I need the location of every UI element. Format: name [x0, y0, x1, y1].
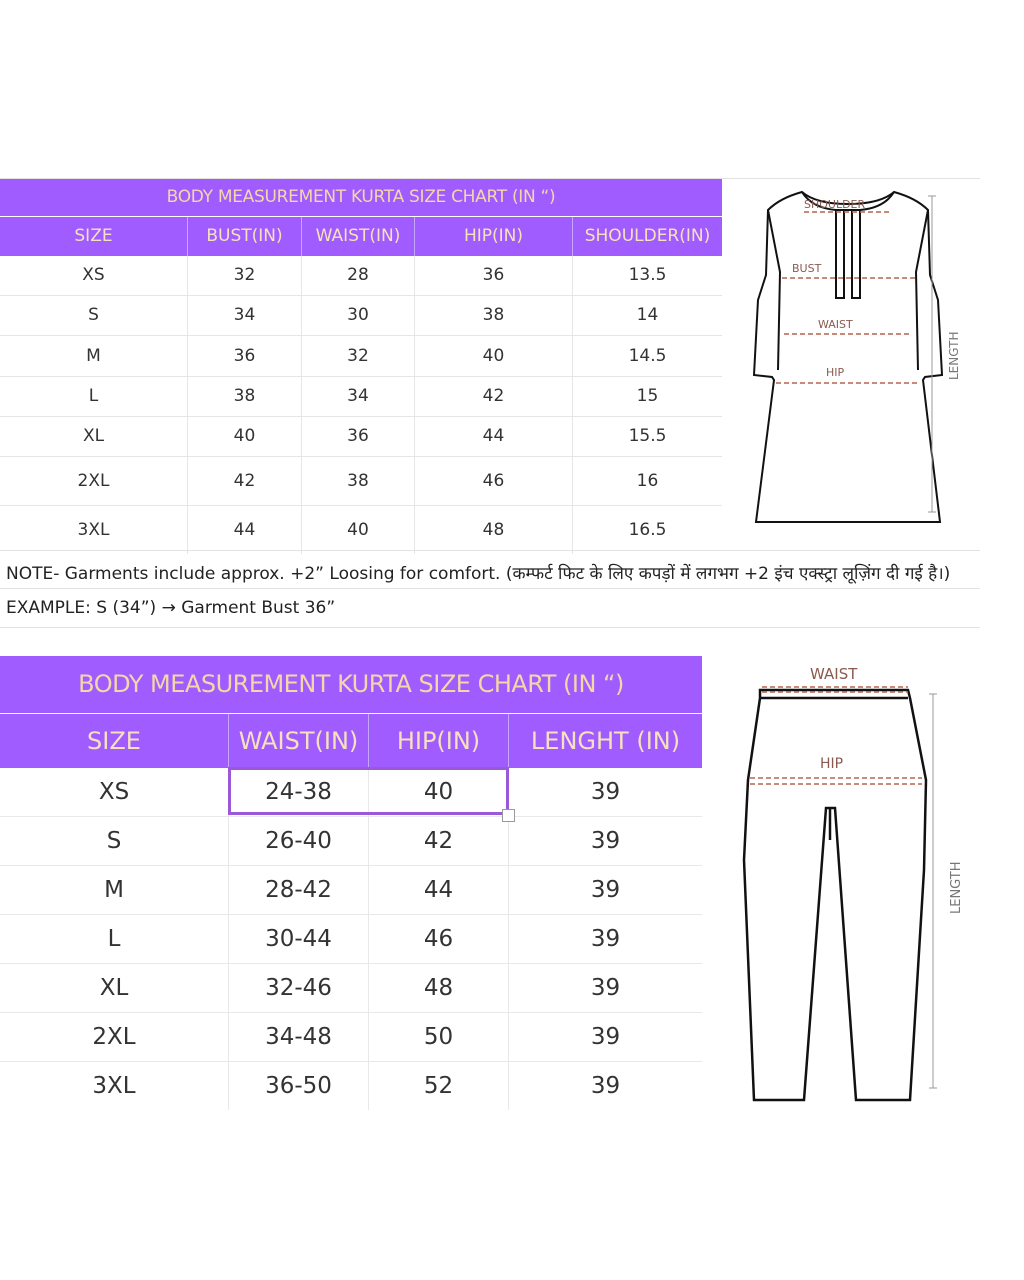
table-row	[0, 866, 702, 915]
cell-hip: 42	[369, 817, 509, 865]
cell-waist[interactable]: 24-38	[229, 768, 369, 816]
cell-shoulder: 14.5	[628, 346, 667, 366]
cell-length: 39	[590, 1073, 621, 1099]
cell-waist: 40	[302, 506, 415, 554]
table-row	[0, 457, 722, 506]
table-row	[0, 506, 722, 554]
pant-chart-body	[0, 768, 702, 1110]
divider	[0, 588, 980, 589]
cell-waist: 38	[302, 457, 415, 505]
cell-size: 3XL	[0, 506, 188, 554]
header-bust: BUST(IN)	[188, 217, 302, 256]
note-text: NOTE- Garments include approx. +2” Loosing for comfort. (कम्फर्ट फिट के लिए कपड़ों में लगभग +2 इंच एक्स्ट्रा लूज़िंग दी गई है।)	[6, 564, 951, 584]
cell-length: 39	[590, 877, 621, 903]
cell-length: 39	[590, 779, 621, 805]
divider	[0, 550, 980, 551]
cell-size: 2XL	[0, 1013, 229, 1061]
cell-size: XS	[0, 256, 188, 295]
cell-shoulder: 15.5	[628, 426, 667, 446]
cell-hip: 46	[415, 457, 573, 505]
cell-size: 3XL	[0, 1062, 229, 1110]
cell-hip: 40	[415, 336, 573, 376]
table-row	[0, 817, 702, 866]
cell-size: XS	[0, 768, 229, 816]
kurta-diagram	[740, 180, 985, 530]
bust-label: BUST	[792, 262, 822, 275]
example-text: EXAMPLE: S (34”) → Garment Bust 36”	[6, 598, 336, 618]
cell-waist: 36-50	[229, 1062, 369, 1110]
cell-shoulder: 15	[636, 386, 659, 406]
length-label: LENGTH	[949, 861, 964, 914]
header-size: SIZE	[0, 714, 229, 768]
table-row	[0, 1013, 702, 1062]
length-label: LENGTH	[947, 331, 961, 380]
cell-hip: 36	[415, 256, 573, 295]
cell-hip: 44	[369, 866, 509, 914]
cell-waist: 34-48	[229, 1013, 369, 1061]
cell-bust: 36	[188, 336, 302, 376]
cell-hip: 48	[415, 506, 573, 554]
cell-shoulder: 16.5	[628, 520, 667, 540]
header-length: LENGHT (IN)	[530, 727, 681, 755]
length-arrow-icon	[929, 694, 937, 1088]
cell-size: L	[0, 377, 188, 416]
table-row	[0, 296, 722, 336]
cell-hip: 42	[415, 377, 573, 416]
cell-waist: 30	[302, 296, 415, 335]
cell-length: 39	[590, 926, 621, 952]
cell-waist: 26-40	[229, 817, 369, 865]
kurta-chart-body	[0, 256, 722, 554]
table-row	[0, 1062, 702, 1110]
cell-waist: 34	[302, 377, 415, 416]
cell-length: 39	[590, 975, 621, 1001]
table-row	[0, 336, 722, 377]
hip-label: HIP	[826, 366, 845, 379]
cell-hip: 48	[369, 964, 509, 1012]
cell-hip: 52	[369, 1062, 509, 1110]
pant-outline-icon	[744, 690, 926, 1100]
table-row	[0, 915, 702, 964]
cell-shoulder: 16	[636, 471, 659, 491]
cell-length: 39	[590, 828, 621, 854]
cell-hip[interactable]: 40	[369, 768, 509, 816]
cell-hip: 38	[415, 296, 573, 335]
cell-bust: 40	[188, 417, 302, 456]
shoulder-label: SHOULDER	[804, 198, 866, 211]
cell-size: S	[0, 296, 188, 335]
cell-bust: 44	[188, 506, 302, 554]
header-shoulder: SHOULDER(IN)	[584, 226, 711, 246]
pant-chart-title: BODY MEASUREMENT KURTA SIZE CHART (IN “)	[0, 656, 702, 713]
cell-size: M	[0, 336, 188, 376]
cell-size: S	[0, 817, 229, 865]
pant-chart-header	[0, 714, 702, 768]
cell-hip: 46	[369, 915, 509, 963]
kurta-measure-lines	[776, 212, 920, 383]
cell-bust: 42	[188, 457, 302, 505]
cell-size: M	[0, 866, 229, 914]
pant-diagram	[740, 660, 980, 1110]
kurta-chart-header	[0, 217, 722, 256]
kurta-outline-icon	[754, 192, 942, 522]
cell-waist: 32	[302, 336, 415, 376]
header-hip: HIP(IN)	[369, 714, 509, 768]
divider	[0, 627, 980, 628]
waist-label: WAIST	[818, 318, 853, 331]
fill-handle[interactable]	[502, 809, 515, 822]
cell-bust: 32	[188, 256, 302, 295]
header-size: SIZE	[0, 217, 188, 256]
divider	[0, 178, 980, 179]
waist-label: WAIST	[810, 665, 858, 683]
cell-hip: 44	[415, 417, 573, 456]
cell-bust: 38	[188, 377, 302, 416]
header-hip: HIP(IN)	[415, 217, 573, 256]
cell-waist: 32-46	[229, 964, 369, 1012]
cell-size: L	[0, 915, 229, 963]
hip-label: HIP	[820, 756, 844, 772]
cell-hip: 50	[369, 1013, 509, 1061]
table-row	[0, 256, 722, 296]
cell-waist: 28	[302, 256, 415, 295]
table-row	[0, 417, 722, 457]
cell-waist: 36	[302, 417, 415, 456]
cell-waist: 30-44	[229, 915, 369, 963]
cell-size: XL	[0, 964, 229, 1012]
cell-bust: 34	[188, 296, 302, 335]
header-waist: WAIST(IN)	[302, 217, 415, 256]
cell-selection-outline	[228, 767, 509, 815]
cell-length: 39	[590, 1024, 621, 1050]
table-row	[0, 964, 702, 1013]
cell-waist: 28-42	[229, 866, 369, 914]
cell-size: XL	[0, 417, 188, 456]
table-row	[0, 377, 722, 417]
cell-shoulder: 14	[636, 305, 659, 325]
cell-shoulder: 13.5	[628, 265, 667, 285]
kurta-chart-title: BODY MEASUREMENT KURTA SIZE CHART (IN “)	[0, 178, 722, 216]
cell-size: 2XL	[0, 457, 188, 505]
header-waist: WAIST(IN)	[229, 714, 369, 768]
